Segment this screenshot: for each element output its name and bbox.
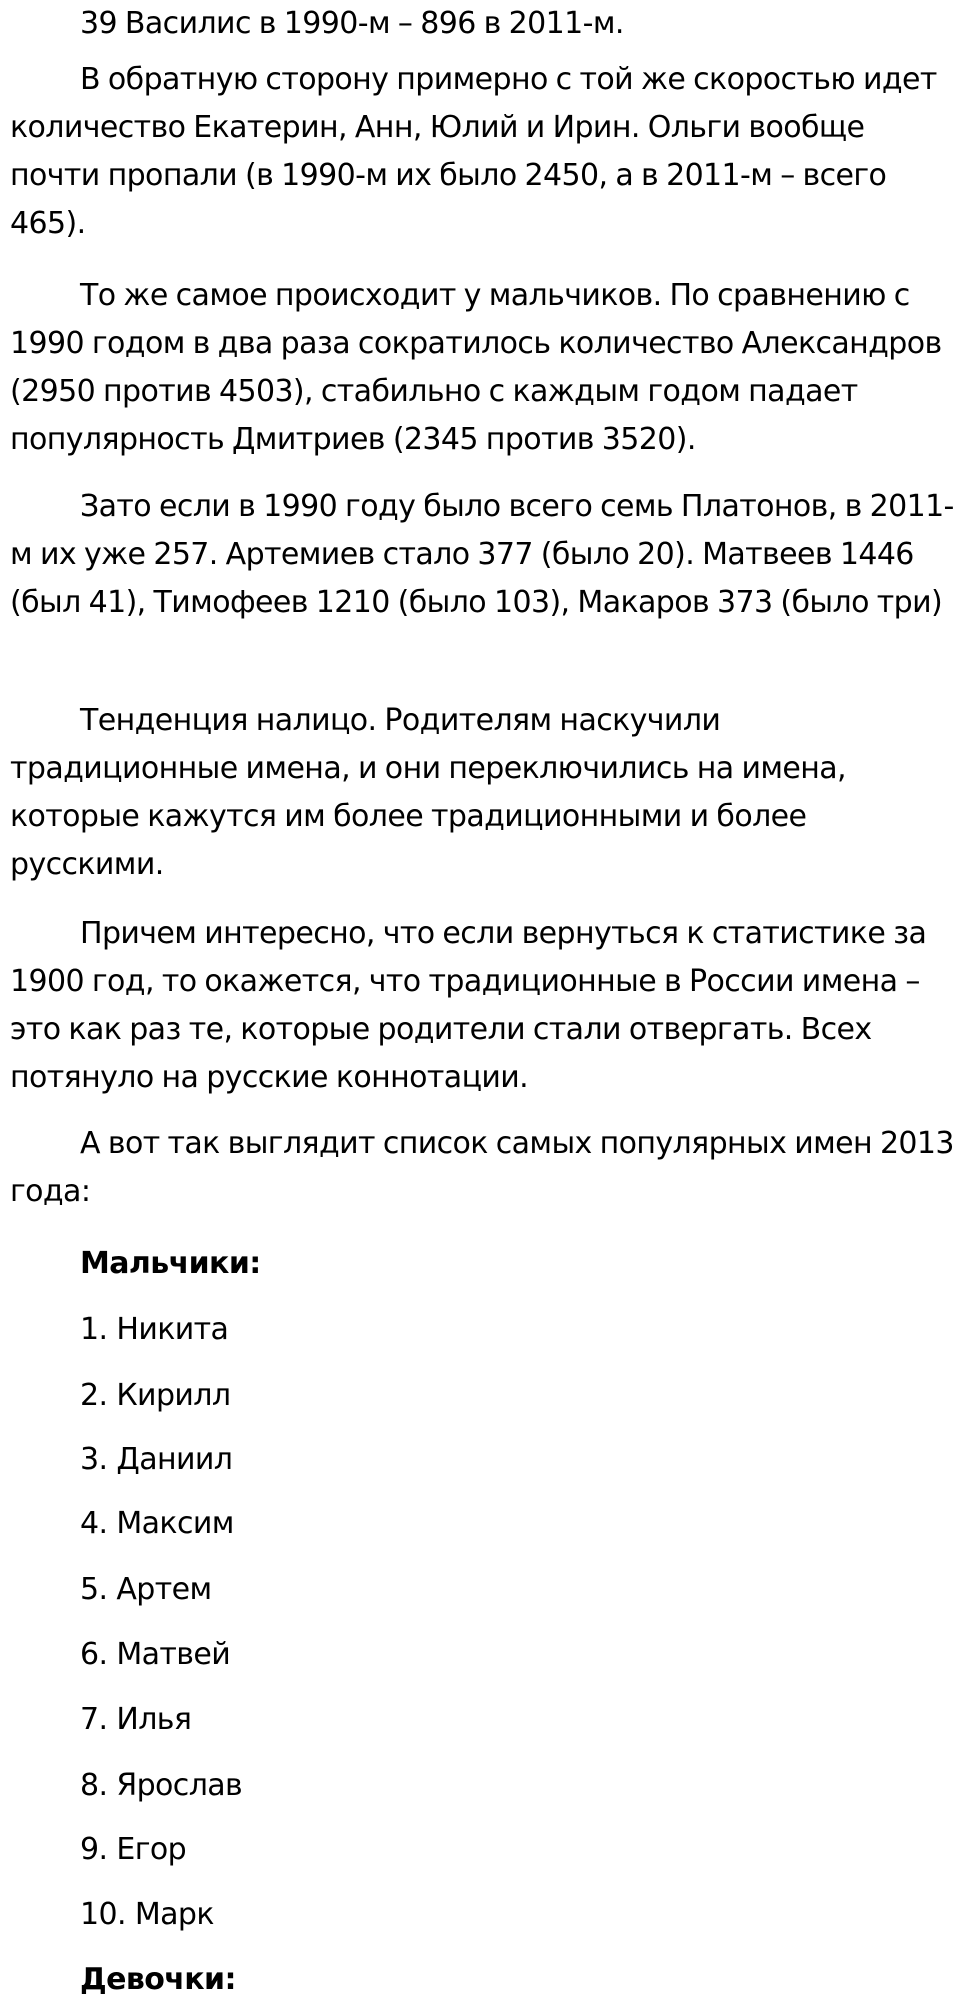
list-item: 1. Никита (80, 1312, 229, 1347)
paragraph-vasilis: 39 Василис в 1990-м – 896 в 2011-м. (80, 6, 624, 41)
paragraph-tendency: Тенденция налицо. Родителям наскучили традиционные имена, и они переключились на имена, которые кажутся им более традиционными и более русскими. (10, 703, 846, 882)
list-item: 5. Артем (80, 1572, 212, 1607)
list-item: 9. Егор (80, 1832, 187, 1867)
list-item: 8. Ярослав (80, 1768, 243, 1803)
list-item: 6. Матвей (80, 1637, 231, 1672)
paragraph-boys-decline: То же самое происходит у мальчиков. По сравнению с 1990 годом в два раза сократилось количество Александров (2950 против 4503), стабильно с каждым годом падает популярность Дмитриев (2345 против 3520). (10, 278, 942, 457)
list-item: 7. Илья (80, 1702, 192, 1737)
paragraph-statistics-1900: Причем интересно, что если вернуться к статистике за 1900 год, то окажется, что традиционные в России имена – это как раз те, которые родители стали отвергать. Всех потянуло на русские коннотации. (10, 916, 927, 1095)
list-item: 2. Кирилл (80, 1378, 231, 1413)
paragraph-list-intro: А вот так выглядит список самых популярных имен 2013 года: (10, 1126, 954, 1209)
list-item: 3. Даниил (80, 1442, 233, 1477)
boys-heading: Мальчики: (80, 1246, 261, 1281)
girls-heading: Девочки: (80, 1962, 236, 1997)
list-item: 4. Максим (80, 1506, 234, 1541)
paragraph-rising-names: Зато если в 1990 году было всего семь Платонов, в 2011-м их уже 257. Артемиев стало 377 (было 20). Матвеев 1446 (был 41), Тимофеев 1210 (было 103), Макаров 373 (было три) (10, 489, 954, 620)
paragraph-girls-decline: В обратную сторону примерно с той же скоростью идет количество Екатерин, Анн, Юлий и Ирин. Ольги вообще почти пропали (в 1990-м их было 2450, а в 2011-м – всего 465). (10, 62, 937, 241)
list-item: 10. Марк (80, 1897, 214, 1932)
